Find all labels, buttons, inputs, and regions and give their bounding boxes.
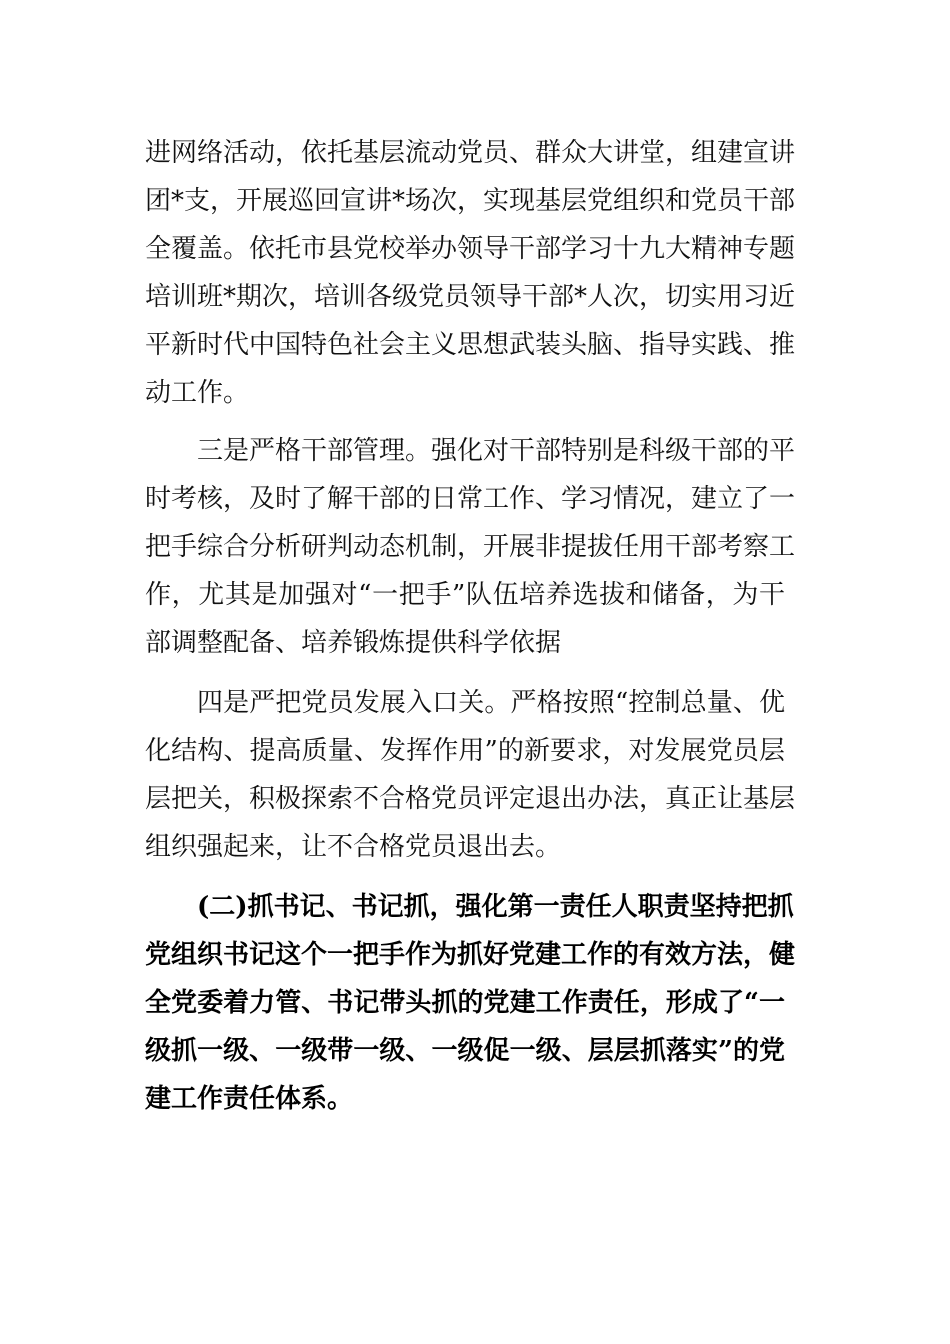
text-line: 组织强起来，让不合格党员退出去。 — [145, 832, 562, 862]
section-text-line: 全党委着力管、书记带头抓的党建工作责任，形成了“一 — [145, 988, 785, 1018]
text-line: 培训班*期次，培训各级党员领导干部*人次，切实用习近 — [145, 282, 796, 312]
text-line: 化结构、提高质量、发挥作用”的新要求，对发展党员层 — [145, 736, 785, 766]
text-line: 动工作。 — [145, 378, 250, 408]
paragraph-heading-line: 三是严格干部管理。强化对干部特别是科级干部的平 — [197, 436, 796, 466]
text-line: 作，尤其是加强对“一把手”队伍培养选拔和储备，为干 — [145, 580, 785, 610]
text-line: 全覆盖。依托市县党校举办领导干部学习十九大精神专题 — [145, 234, 796, 264]
text-line: 平新时代中国特色社会主义思想武装头脑、指导实践、推 — [145, 330, 796, 360]
section-text-line: 建工作责任体系。 — [145, 1084, 354, 1114]
text-line: 把手综合分析研判动态机制，开展非提拔任用干部考察工 — [145, 532, 796, 562]
section-text-line: 党组织书记这个一把手作为抓好党建工作的有效方法，健 — [145, 940, 796, 970]
text-line: 层把关，积极探索不合格党员评定退出办法，真正让基层 — [145, 784, 796, 814]
section-heading-line: (二)抓书记、书记抓，强化第一责任人职责坚持把抓 — [197, 892, 794, 922]
text-line: 进网络活动，依托基层流动党员、群众大讲堂，组建宣讲 — [145, 138, 796, 168]
text-line: 时考核，及时了解干部的日常工作、学习情况，建立了一 — [145, 484, 796, 514]
text-line: 团*支，开展巡回宣讲*场次，实现基层党组织和党员干部 — [145, 186, 796, 216]
section-text-line: 级抓一级、一级带一级、一级促一级、层层抓落实”的党 — [145, 1036, 785, 1066]
paragraph-heading-line: 四是严把党员发展入口关。严格按照“控制总量、优 — [197, 688, 785, 718]
text-line: 部调整配备、培养锻炼提供科学依据 — [145, 628, 562, 658]
